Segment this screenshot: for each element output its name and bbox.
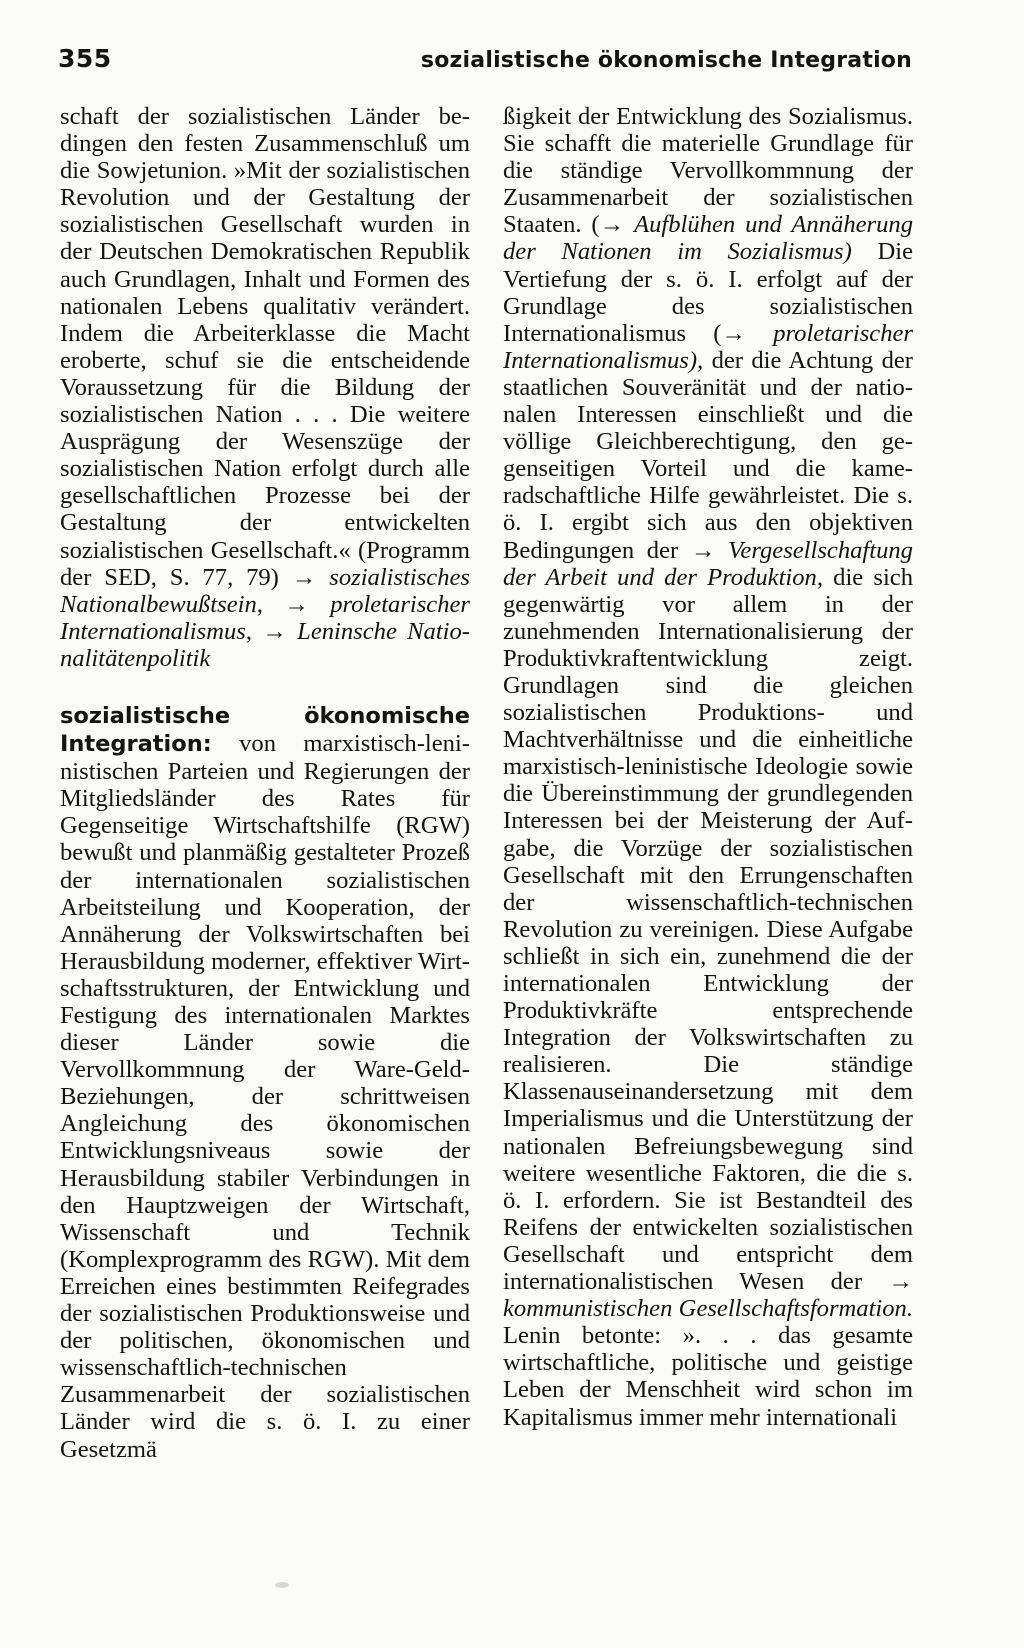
left-column (60, 103, 470, 1463)
entry-term: sozialistische ökonomische Integration: (60, 702, 470, 758)
entry-continuation (503, 103, 913, 1431)
arrow-icon: → (721, 319, 747, 347)
right-column (503, 103, 913, 1431)
entry-text: von marxistisch-leninistischen Parteien und Regierungen der Mitgliedsländer des Rates für Gegenseitige Wirtschaftshilfe (RGW) bewußt und planmäßig gestalteter Prozeß der internationalen sozialistischen Arbeitsteilung und Kooperation, der Annäherung der Volkswirtschaften bei Herausbildung moderner, effektiver Wirtschaftsstrukturen, der Entwicklung und Festigung des internationalen Marktes dieser Länder sowie die Vervollkommnung der Ware-Geld-Beziehungen, der schrittweisen Angleichung des ökonomischen Entwicklungsniveaus sowie der Herausbildung stabiler Verbindungen in den Hauptzweigen der Wirtschaft, Wissenschaft und Technik (Komplexprogramm des RGW). Mit dem Erreichen eines bestimmten Reifegrades der sozialistischen Produktionsweise und der politischen, ökonomischen und wissenschaftlich-technischen Zusammenarbeit der sozialistischen Länder wird die s. ö. I. zu einer Gesetzmä (60, 730, 470, 1463)
entry-text: Lenin betonte: ». . . das gesamte wirtschaftliche, politische und geistige Leben der Menschheit wird schon im Kapitalismus immer mehr internationali (503, 1322, 913, 1431)
page-number: 355 (58, 44, 112, 73)
arrow-icon: → (888, 1268, 913, 1296)
entry-spacer (60, 672, 470, 702)
entry-text: Die Vertiefung der s. ö. I. erfolgt auf der Grundlage des sozialistischen Internationalismus ( (503, 238, 913, 347)
arrow-icon: → (262, 617, 287, 645)
entry-text: der die Achtung der staatlichen Souveränität und der nationalen Interessen einschließt und die völlige Gleichberechtigung, den gegenseitigen Vorteil und die kameradschaftliche Hilfe gewährleistet. Die s. ö. I. ergibt sich aus den objektiven Bedingungen der (503, 346, 913, 564)
paragraph-text: schaft der sozialistischen Länder bedingen den festen Zusammenschluß um die Sowjetunion. »Mit der sozialistischen Revolution und der Gestaltung der sozialistischen Gesellschaft wurden in der Deutschen Demokratischen Republik auch Grundlagen, Inhalt und Formen des nationalen Lebens qualitativ verändert. Indem die Arbeiterklasse die Macht eroberte, schuf sie die entscheidende Voraussetzung für die Bildung der sozialistischen Nation . . . Die weitere Ausprägung der Wesenszüge der sozialistischen Nation erfolgt durch alle gesellschaftlichen Prozesse bei der Gestaltung der entwickelten sozialistischen Gesellschaft.« (Programm der SED, S. 77, 79) (60, 103, 470, 591)
cross-reference-annaeherung-der-nationen: Aufblühen und Annäherung der Nationen im Sozialismus) (503, 211, 913, 266)
dictionary-entry (60, 702, 470, 1463)
cross-reference-proletarischer-internationalismus: proletarischer Internationalismus), (503, 319, 913, 374)
arrow-icon: → (291, 563, 317, 591)
cross-reference-nationalbewusstsein: sozialistisches Nationalbewußtsein, (60, 563, 471, 618)
cross-reference-vergesellschaftung: Vergesellschaftung der Arbeit und der Produktion, (503, 536, 913, 591)
entry-text: ßigkeit der Entwicklung des Sozialismus. Sie schafft die materielle Grundlage für die ständige Vervollkommnung der Zusammenarbeit der sozialistischen Staaten. ( (503, 103, 913, 239)
entry-text: die sich gegenwärtig vor allem in der zunehmenden Internationalisierung der Produktivkraftentwicklung zeigt. Grundlagen sind die gleichen sozialistischen Produktions- und Machtverhältnisse und die einheitliche marxistisch-leninistische Ideologie sowie die Übereinstimmung der grundlegenden Interessen bei der Meisterung der Aufgabe, die Vorzüge der sozialistischen Gesellschaft mit den Errungenschaften der wissenschaftlich-technischen Revolution zu vereinigen. Diese Aufgabe schließt in sich ein, zunehmend die der internationalen Entwicklung der Produktivkräfte entsprechende Integration der Volkswirtschaften zu realisieren. Die ständige Klassenauseinandersetzung mit dem Imperialismus und die Unterstützung der nationalen Befreiungsbewegung sind weitere wesentliche Faktoren, die die s. ö. I. erfordern. Sie ist Bestandteil des Reifens der entwickelten sozialistischen Gesellschaft und entspricht dem internationalistischen Wesen der (503, 563, 913, 1296)
cross-reference-proletarischer-internationalismus: proletarischer Internationalismus, (60, 590, 470, 645)
continued-paragraph (60, 103, 470, 672)
cross-reference-nationalitaetenpolitik: Leninsche Nationalitätenpolitik (60, 617, 470, 672)
arrow-icon: → (284, 590, 309, 618)
arrow-icon: → (599, 211, 625, 239)
cross-reference-gesellschaftsformation: kommunistischen Gesellschaftsformation. (503, 1295, 913, 1323)
arrow-icon: → (690, 536, 716, 564)
paper-speck (275, 1582, 289, 1588)
running-head: sozialistische ökonomische Integration (420, 48, 912, 73)
page-header (58, 44, 912, 84)
